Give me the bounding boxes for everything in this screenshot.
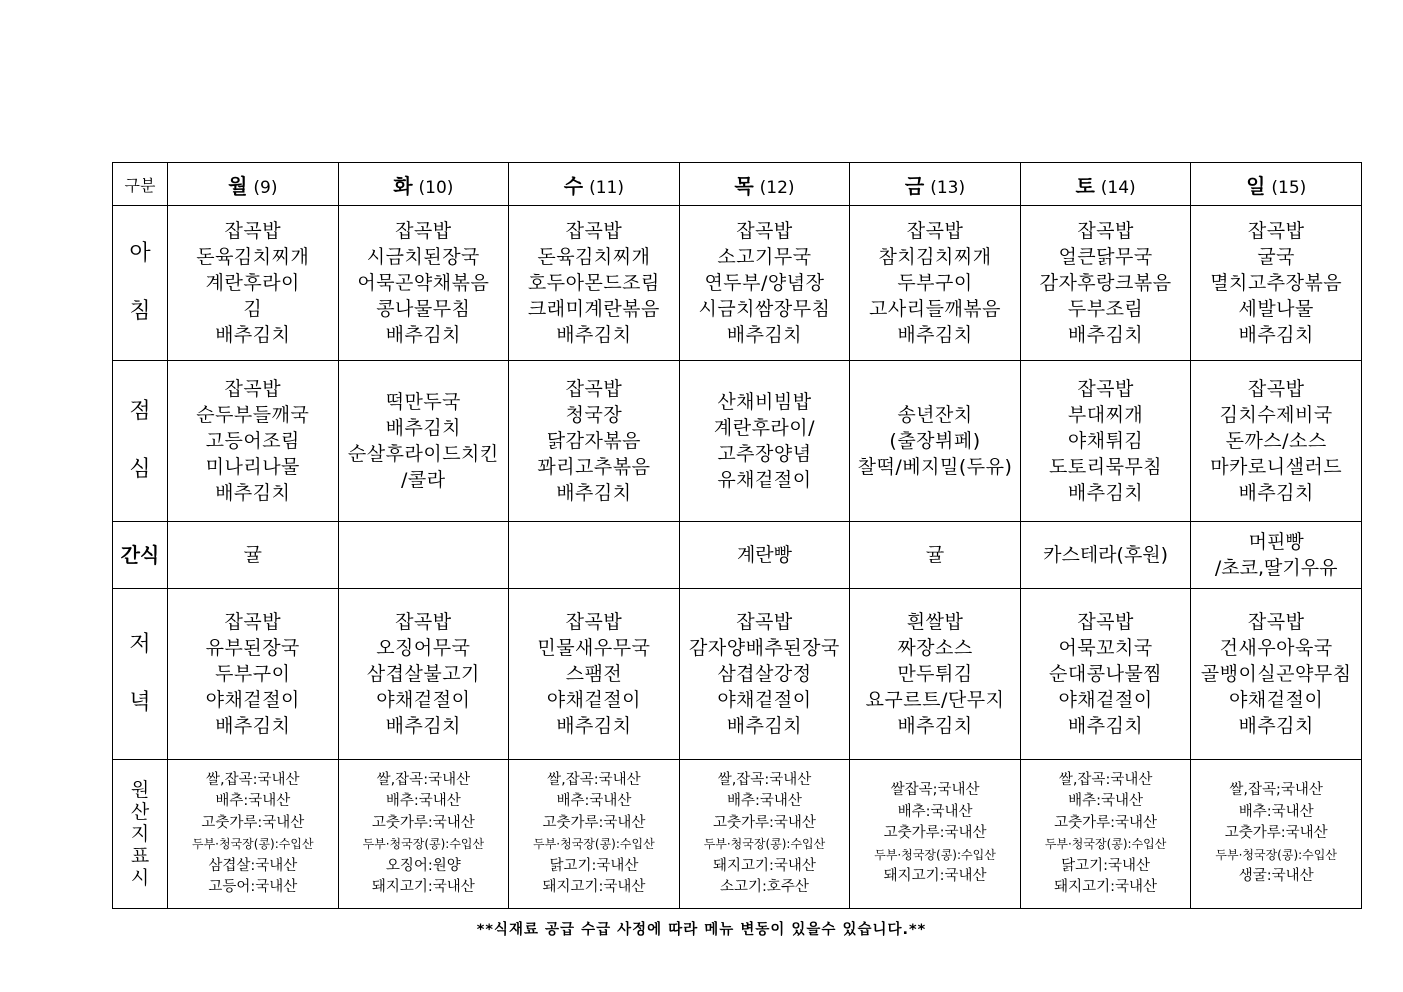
- breakfast-sat: [1020, 206, 1191, 361]
- dish-item: 잡곡밥: [1077, 378, 1134, 400]
- dish-item: 고사리들깨볶음: [869, 298, 1002, 320]
- dish-item: 시금치된장국: [366, 246, 480, 268]
- dish-item: 순대콩나물찜: [1049, 663, 1163, 685]
- origin-line: 고춧가루:국내산: [371, 814, 475, 831]
- dish-item: 고등어조림: [205, 430, 300, 452]
- dish-item: 스팸전: [565, 663, 623, 685]
- dish-item: 두부조림: [1067, 298, 1144, 320]
- origin-mon: [168, 760, 339, 909]
- origin-line: 배추:국내산: [727, 793, 802, 809]
- dish-item: 짜장소스: [897, 637, 973, 659]
- day-date: (14): [1100, 177, 1136, 198]
- origin-tue: [338, 760, 509, 909]
- dish-item: 건새우아욱국: [1219, 637, 1333, 659]
- origin-thu: [679, 760, 850, 909]
- origin-line: 배추:국내산: [215, 793, 291, 809]
- origin-sat: [1020, 760, 1191, 909]
- dish-item: 삼겹살불고기: [366, 663, 480, 685]
- dish-item: 유부된장국: [205, 637, 300, 659]
- dish-item: 산채비빔밥: [717, 391, 812, 413]
- origin-line: 닭고기:국내산: [1061, 857, 1151, 874]
- dish-item: 잡곡밥: [906, 220, 964, 242]
- breakfast-sun: [1191, 206, 1362, 361]
- dish-item: 잡곡밥: [224, 611, 282, 633]
- meal-label-char: 시: [130, 867, 150, 889]
- dish-item: 잡곡밥: [565, 220, 623, 242]
- breakfast-wed: [509, 206, 680, 361]
- breakfast-label: [113, 206, 168, 361]
- dish-item: 두부구이: [215, 663, 291, 685]
- dish-item: 김치수제비국: [1219, 404, 1333, 426]
- origin-line: 쌀잡곡;국내산: [890, 782, 980, 799]
- origin-label: [113, 760, 168, 909]
- lunch-sat: [1020, 361, 1191, 522]
- dish-item: 흰쌀밥: [906, 611, 964, 633]
- meal-label-char: 점: [129, 399, 151, 424]
- dish-item: 삼겹살강정: [717, 663, 812, 685]
- dish-item: 야채겉절이: [1058, 689, 1153, 711]
- dish-item: 잡곡밥: [736, 611, 793, 633]
- dish-item: 호두아몬드조림: [527, 272, 660, 294]
- dish-item: 오징어무국: [376, 637, 471, 659]
- meal-label-char: 저: [129, 632, 151, 657]
- dish-item: 크래미계란볶음: [527, 298, 660, 320]
- origin-line: 고등어:국내산: [208, 879, 298, 895]
- origin-line: 배추:국내산: [1238, 803, 1314, 820]
- snack-item: 계란빵: [736, 544, 792, 566]
- origin-line: 쌀,잡곡:국내산: [717, 771, 812, 788]
- dish-item: 요구르트/단무지: [865, 689, 1005, 711]
- origin-line: 배추:국내산: [385, 793, 461, 809]
- dish-item: 배추김치: [215, 482, 291, 504]
- dish-item: 잡곡밥: [565, 378, 623, 400]
- meal-label-char: 원: [130, 779, 150, 801]
- dish-item: 돈육김치찌개: [196, 246, 310, 268]
- origin-line: 두부·청국장(콩):수입산: [533, 837, 655, 851]
- dish-item: 배추김치: [215, 324, 291, 346]
- lunch-tue: [338, 361, 509, 522]
- origin-line: 두부·청국장(콩):수입산: [874, 847, 996, 862]
- origin-line: 고춧가루:국내산: [713, 814, 816, 831]
- snack-item: 카스테라(후원): [1043, 544, 1169, 566]
- dish-item: 감자후랑크볶음: [1039, 272, 1172, 294]
- dish-item: 배추김치: [1067, 324, 1144, 346]
- snack-item: /초코,딸기우유: [1214, 557, 1338, 579]
- dish-item: 잡곡밥: [395, 220, 452, 242]
- dish-item: 찰떡/베지밀(두유): [857, 456, 1013, 478]
- dinner-sat: [1020, 589, 1191, 760]
- dinner-row: [113, 589, 1362, 760]
- day-date: (12): [759, 177, 795, 198]
- dish-item: 고추장양념: [717, 443, 812, 465]
- day-date: (13): [930, 177, 966, 198]
- day-date: (10): [418, 177, 454, 198]
- origin-line: 소고기:호주산: [720, 879, 809, 895]
- dish-item: 닭감자볶음: [546, 430, 642, 452]
- origin-line: 두부·청국장(콩):수입산: [362, 837, 485, 851]
- lunch-wed: [509, 361, 680, 522]
- dinner-thu: [679, 589, 850, 760]
- dish-item: 배추김치: [385, 417, 462, 439]
- meal-label-char: 표: [130, 845, 150, 867]
- dish-item: 배추김치: [1238, 324, 1314, 346]
- dish-item: 감자양배추된장국: [689, 637, 840, 659]
- dinner-fri: [850, 589, 1021, 760]
- dish-item: 돈육김치찌개: [537, 246, 651, 268]
- origin-sun: [1191, 760, 1362, 909]
- dish-item: (출장뷔페): [889, 430, 981, 452]
- origin-row: [113, 760, 1362, 909]
- dish-item: 얼큰닭무국: [1058, 246, 1153, 268]
- dish-item: 잡곡밥: [565, 611, 623, 633]
- dish-item: 잡곡밥: [1247, 220, 1305, 242]
- dish-item: 잡곡밥: [224, 220, 282, 242]
- day-header-mon: [168, 163, 339, 206]
- dish-item: 야채겉절이: [717, 689, 812, 711]
- dish-item: 잡곡밥: [1077, 611, 1134, 633]
- day-header-fri: [850, 163, 1021, 206]
- dish-item: 골뱅이실곤약무침: [1200, 663, 1352, 685]
- dish-item: 만두튀김: [897, 663, 973, 685]
- dish-item: 송년잔치: [897, 404, 973, 426]
- day-header-thu: [679, 163, 850, 206]
- dish-item: 배추김치: [1067, 482, 1144, 504]
- breakfast-row: [113, 206, 1362, 361]
- origin-line: 배추:국내산: [1068, 793, 1144, 809]
- dish-item: 야채겉절이: [376, 689, 471, 711]
- dish-item: 배추김치: [1067, 715, 1144, 737]
- day-header-wed: [509, 163, 680, 206]
- origin-line: 쌀,잡곡:국내산: [376, 771, 471, 788]
- header-row: [113, 163, 1362, 206]
- dish-item: 꽈리고추볶음: [537, 456, 651, 478]
- snack-wed: [509, 522, 680, 589]
- dish-item: 세발나물: [1238, 298, 1314, 320]
- dish-item: 마카로니샐러드: [1210, 456, 1343, 478]
- dish-item: /콜라: [401, 469, 446, 491]
- origin-line: 고춧가루:국내산: [201, 814, 305, 831]
- dish-item: 부대찌개: [1067, 404, 1144, 426]
- lunch-row: [113, 361, 1362, 522]
- origin-line: 돼지고기:국내산: [883, 868, 987, 885]
- dinner-sun: [1191, 589, 1362, 760]
- dish-item: 굴국: [1257, 246, 1296, 268]
- dinner-mon: [168, 589, 339, 760]
- origin-line: 두부·청국장(콩):수입산: [703, 837, 826, 851]
- day-name: 토: [1075, 173, 1095, 198]
- dinner-label: [113, 589, 168, 760]
- dish-item: 잡곡밥: [1247, 378, 1305, 400]
- origin-line: 두부·청국장(콩):수입산: [1215, 847, 1337, 862]
- dish-item: 유채겉절이: [717, 469, 812, 491]
- day-name: 수: [563, 173, 584, 198]
- breakfast-tue: [338, 206, 509, 361]
- day-header-sun: [1191, 163, 1362, 206]
- snack-fri: [850, 522, 1021, 589]
- dish-item: 배추김치: [897, 715, 973, 737]
- snack-tue: [338, 522, 509, 589]
- dish-item: 배추김치: [385, 715, 462, 737]
- lunch-sun: [1191, 361, 1362, 522]
- origin-line: 두부·청국장(콩):수입산: [192, 837, 314, 851]
- snack-item: 귤: [243, 544, 262, 566]
- origin-line: 오징어:원양: [385, 857, 461, 874]
- dish-item: 김: [243, 298, 263, 320]
- dish-item: 두부구이: [897, 272, 973, 294]
- meal-label-char: 지: [130, 823, 150, 845]
- dish-item: 배추김치: [556, 324, 632, 346]
- day-date: (15): [1271, 177, 1307, 198]
- day-date: (11): [589, 177, 625, 198]
- origin-line: 쌀,잡곡:국내산: [547, 771, 641, 788]
- weekly-menu-table: [112, 162, 1362, 909]
- dish-item: 잡곡밥: [736, 220, 793, 242]
- dish-item: 배추김치: [726, 324, 803, 346]
- dish-item: 콩나물무침: [376, 298, 471, 320]
- snack-sun: [1191, 522, 1362, 589]
- dish-item: 잡곡밥: [1077, 220, 1134, 242]
- meal-label-char: 심: [129, 457, 151, 482]
- origin-line: 쌀,잡곡;국내산: [1229, 782, 1323, 799]
- dish-item: 배추김치: [1238, 482, 1314, 504]
- day-name: 월: [228, 173, 248, 198]
- origin-line: 배추:국내산: [556, 793, 632, 809]
- breakfast-mon: [168, 206, 339, 361]
- dish-item: 떡만두국: [385, 391, 462, 413]
- meal-label-char: 아: [129, 241, 151, 266]
- dish-item: 소고기무국: [717, 246, 812, 268]
- origin-line: 배추:국내산: [897, 803, 973, 820]
- dish-item: 잡곡밥: [1247, 611, 1305, 633]
- breakfast-fri: [850, 206, 1021, 361]
- snack-sat: [1020, 522, 1191, 589]
- dish-item: 계란후라이/: [713, 417, 816, 439]
- origin-line: 돼지고기:국내산: [713, 857, 816, 874]
- dish-item: 민물새우무국: [537, 637, 651, 659]
- dish-item: 배추김치: [726, 715, 803, 737]
- origin-line: 돼지고기:국내산: [1054, 879, 1158, 895]
- day-name: 일: [1246, 173, 1266, 198]
- meal-label-text: 간식: [120, 543, 160, 567]
- origin-line: 닭고기:국내산: [549, 857, 639, 874]
- origin-line: 돼지고기:국내산: [542, 879, 646, 895]
- lunch-thu: [679, 361, 850, 522]
- dish-item: 배추김치: [1238, 715, 1314, 737]
- dish-item: 배추김치: [556, 715, 632, 737]
- snack-label: [113, 522, 168, 589]
- dinner-tue: [338, 589, 509, 760]
- lunch-fri: [850, 361, 1021, 522]
- dish-item: 야채겉절이: [205, 689, 300, 711]
- lunch-mon: [168, 361, 339, 522]
- snack-item: 귤: [925, 544, 945, 566]
- origin-line: 두부·청국장(콩):수입산: [1044, 837, 1167, 851]
- day-name: 화: [393, 173, 413, 198]
- header-label: 구분: [113, 163, 168, 206]
- origin-line: 돼지고기:국내산: [371, 879, 475, 895]
- day-name: 목: [734, 173, 754, 198]
- origin-line: 고춧가루:국내산: [1054, 814, 1158, 831]
- snack-row: [113, 522, 1362, 589]
- meal-label-char: 침: [129, 299, 151, 324]
- dish-item: 잡곡밥: [224, 378, 282, 400]
- origin-wed: [509, 760, 680, 909]
- dish-item: 배추김치: [556, 482, 632, 504]
- dish-item: 시금치쌈장무침: [698, 298, 831, 320]
- snack-item: 머핀빵: [1248, 531, 1304, 553]
- origin-line: 고춧가루:국내산: [1224, 825, 1328, 842]
- lunch-label: [113, 361, 168, 522]
- dish-item: 계란후라이: [205, 272, 300, 294]
- day-header-sat: [1020, 163, 1191, 206]
- breakfast-thu: [679, 206, 850, 361]
- dish-item: 야채겉절이: [1229, 689, 1324, 711]
- day-date: (9): [253, 177, 278, 198]
- day-name: 금: [904, 173, 925, 198]
- dish-item: 청국장: [565, 404, 623, 426]
- dish-item: 야채겉절이: [546, 689, 642, 711]
- dish-item: 순살후라이드치킨: [347, 443, 499, 465]
- origin-line: 고춧가루:국내산: [883, 825, 987, 842]
- dish-item: 어묵곤약채볶음: [357, 272, 490, 294]
- origin-line: 쌀,잡곡:국내산: [1058, 771, 1153, 788]
- meal-label-char: 산: [130, 801, 150, 823]
- dish-item: 배추김치: [897, 324, 973, 346]
- dish-item: 순두부들깨국: [196, 404, 310, 426]
- origin-line: 쌀,잡곡:국내산: [206, 771, 300, 788]
- origin-line: 고춧가루:국내산: [542, 814, 646, 831]
- dish-item: 어묵꼬치국: [1058, 637, 1153, 659]
- dish-item: 멸치고추장볶음: [1210, 272, 1343, 294]
- snack-thu: [679, 522, 850, 589]
- origin-line: 생굴:국내산: [1238, 868, 1314, 885]
- dish-item: 배추김치: [215, 715, 291, 737]
- dish-item: 도토리묵무침: [1049, 456, 1163, 478]
- snack-mon: [168, 522, 339, 589]
- dish-item: 연두부/양념장: [704, 272, 825, 294]
- meal-label-char: 녁: [129, 690, 151, 715]
- day-header-tue: [338, 163, 509, 206]
- dish-item: 참치김치찌개: [878, 246, 992, 268]
- dinner-wed: [509, 589, 680, 760]
- dish-item: 미나리나물: [205, 456, 300, 478]
- dish-item: 잡곡밥: [395, 611, 452, 633]
- origin-fri: [850, 760, 1021, 909]
- origin-line: 삼겹살:국내산: [208, 857, 298, 874]
- dish-item: 야채튀김: [1067, 430, 1144, 452]
- menu-change-notice: **식재료 공급 수급 사정에 따라 메뉴 변동이 있을수 있습니다.**: [476, 922, 927, 938]
- dish-item: 돈까스/소스: [1225, 430, 1327, 452]
- dish-item: 배추김치: [385, 324, 462, 346]
